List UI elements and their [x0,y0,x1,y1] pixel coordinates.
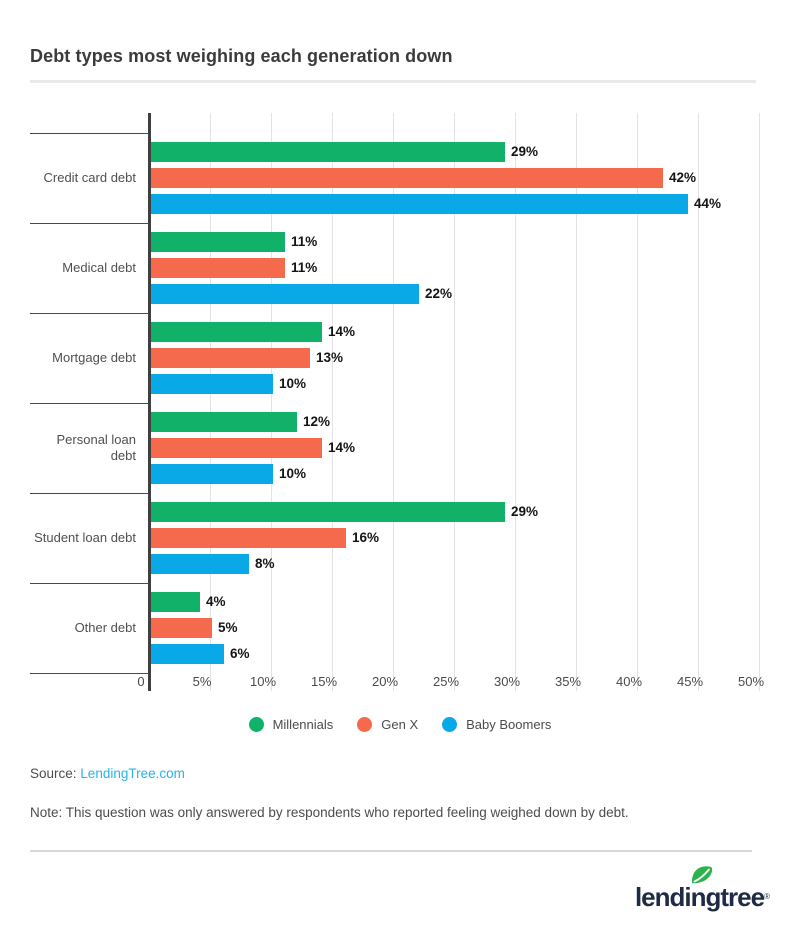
bar-gen-x [151,618,212,638]
bar-value-label: 14% [328,324,356,339]
category-label: Mortgage debt [52,350,136,366]
bar-gen-x [151,168,663,188]
footer-divider [30,850,752,852]
bar-value-label: 29% [511,144,539,159]
legend-color-dot [249,717,264,732]
bar-baby-boomers [151,374,273,394]
category-label: Personal loan debt [56,432,136,463]
x-axis-tick-label: 35% [554,674,582,689]
x-axis-tick-label: 40% [615,674,643,689]
bar-millennials [151,592,200,612]
legend-label: Millennials [272,717,334,732]
bar-value-label: 11% [291,234,318,249]
bar-millennials [151,232,285,252]
source-line [30,766,770,781]
x-axis-tick-label: 45% [676,674,704,689]
bar-baby-boomers [151,284,419,304]
bar-value-label: 11% [291,260,318,275]
bar-millennials [151,502,505,522]
legend-item-gen-x [357,717,418,732]
category-divider-line [30,673,149,674]
bar-value-label: 42% [669,170,697,185]
note-line: Note: This question was only answered by respondents who reported feeling weighed down by debt. [30,805,629,820]
bar-chart [30,113,770,691]
bar-gen-x [151,348,310,368]
bar-value-label: 29% [511,504,539,519]
bar-value-label: 10% [279,466,307,481]
bar-value-label: 6% [230,646,250,661]
category-label: Medical debt [62,260,136,276]
x-axis-tick-label: 50% [737,674,765,689]
bar-millennials [151,322,322,342]
chart-legend [0,717,800,732]
category-label: Other debt [74,620,136,636]
leaf-icon [690,865,714,885]
bar-gen-x [151,258,285,278]
bar-millennials [151,412,297,432]
source-link[interactable]: LendingTree.com [80,766,185,781]
bar-value-label: 13% [316,350,344,365]
x-axis-tick-label: 15% [310,674,338,689]
bar-gen-x [151,438,322,458]
x-axis-tick-label: 0 [137,674,145,689]
x-axis-tick-label: 20% [371,674,399,689]
bar-value-label: 16% [352,530,380,545]
legend-color-dot [442,717,457,732]
category-label: Student loan debt [34,530,136,546]
bar-millennials [151,142,505,162]
x-axis-tick-label: 30% [493,674,521,689]
bar-baby-boomers [151,464,273,484]
bar-value-label: 22% [425,286,453,301]
chart-title: Debt types most weighing each generation down [30,46,453,66]
category-label: Credit card debt [43,170,136,186]
legend-color-dot [357,717,372,732]
bar-value-label: 12% [303,414,331,429]
source-label: Source: [30,766,77,781]
logo-text: lendingtree [634,882,765,912]
legend-item-baby-boomers [442,717,551,732]
bar-value-label: 4% [206,594,226,609]
x-axis-tick-label: 25% [432,674,460,689]
bar-value-label: 44% [694,196,722,211]
bar-value-label: 14% [328,440,356,455]
legend-item-millennials [249,717,334,732]
bar-gen-x [151,528,346,548]
trademark-symbol: ® [764,892,770,901]
bar-value-label: 5% [218,620,238,635]
x-axis-tick-label: 5% [192,674,212,689]
legend-label: Baby Boomers [466,717,552,732]
lendingtree-logo [635,865,770,913]
gridline [759,113,760,691]
x-axis-tick-label: 10% [249,674,277,689]
bar-value-label: 8% [255,556,275,571]
bar-baby-boomers [151,194,688,214]
title-divider [30,80,756,83]
bar-value-label: 10% [279,376,307,391]
legend-label: Gen X [381,717,419,732]
bar-baby-boomers [151,644,224,664]
bar-baby-boomers [151,554,249,574]
footer [0,865,800,913]
